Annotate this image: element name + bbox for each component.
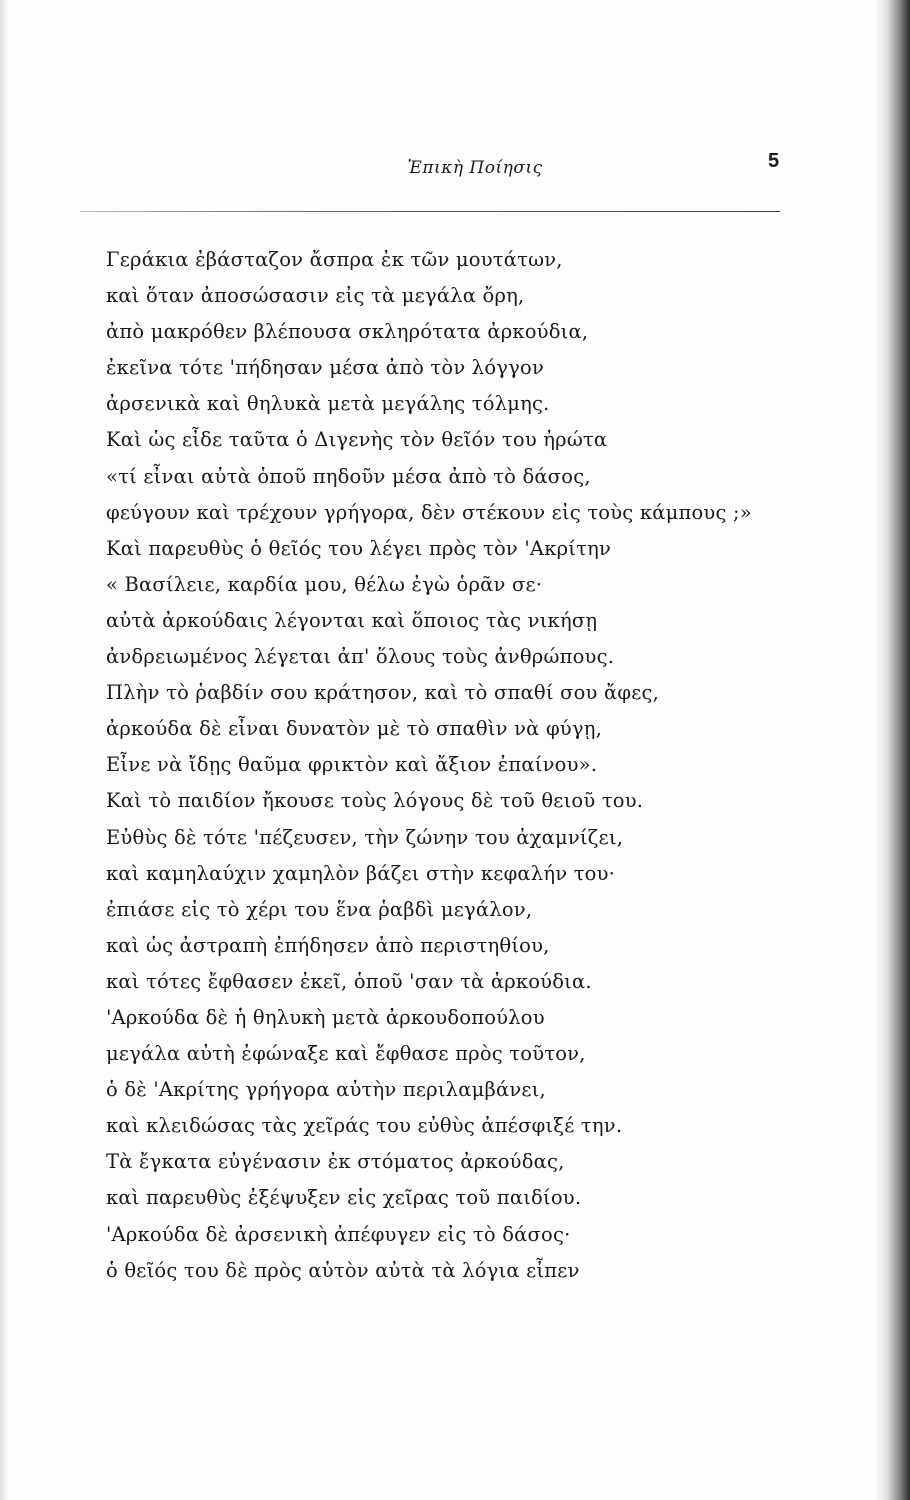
- verse-line: Γεράκια ἐβάσταζον ἄσπρα ἐκ τῶν μουτάτων,: [106, 248, 563, 271]
- verse-line: καὶ καμηλαύχιν χαμηλὸν βάζει στὴν κεφαλήν του·: [106, 861, 616, 885]
- verse-line: καὶ τότες ἔφθασεν ἐκεῖ, ὁποῦ 'σαν τὰ ἀρκούδια.: [106, 969, 592, 993]
- verse-line: Πλὴν τὸ ῥαβδίν σου κράτησον, καὶ τὸ σπαθί σου ἄφες,: [106, 681, 660, 705]
- verse-line: « Βασίλειε, καρδία μου, θέλω ἐγὼ ὁρᾶν σε·: [106, 572, 543, 596]
- page-right-edge-shadow: [874, 0, 910, 1500]
- verse-line: μεγάλα αὐτὴ ἐφώναξε καὶ ἔφθασε πρὸς τοῦτον,: [106, 1042, 586, 1066]
- verse-line: ὁ δὲ 'Ακρίτης γρήγορα αὐτὴν περιλαμβάνει,: [106, 1078, 546, 1102]
- page-number: 5: [768, 150, 780, 172]
- verse-line: Καὶ ὡς εἶδε ταῦτα ὁ Διγενὴς τὸν θεῖόν του ἠρώτα: [106, 428, 608, 452]
- verse-line: καὶ παρευθὺς ἐξέψυξεν εἰς χεῖρας τοῦ παιδίου.: [106, 1186, 582, 1210]
- verse-line: ἐκεῖνα τότε 'πήδησαν μέσα ἀπὸ τὸν λόγγον: [106, 356, 545, 380]
- verse-line: ἀρσενικὰ καὶ θηλυκὰ μετὰ μεγάλης τόλμης.: [106, 392, 550, 416]
- verse-line: «τί εἶναι αὐτὰ ὁποῦ πηδοῦν μέσα ἀπὸ τὸ δάσος,: [106, 464, 591, 488]
- verse-line: φεύγουν καὶ τρέχουν γρήγορα, δὲν στέκουν εἰς τοὺς κάμπους ;»: [106, 500, 752, 524]
- verse-line: αὐτὰ ἀρκούδαις λέγονται καὶ ὅποιος τὰς νικήσῃ: [106, 608, 598, 632]
- verse-line: ἐπιάσε εἰς τὸ χέρι του ἕνα ῥαβδὶ μεγάλον,: [106, 897, 533, 921]
- poem-verses: [106, 242, 786, 1289]
- verse-line: ἀπὸ μακρόθεν βλέπουσα σκληρότατα ἀρκούδια,: [106, 320, 589, 344]
- header-rule-divider: [80, 211, 780, 212]
- verse-line: ἀνδρειωμένος λέγεται ἀπ' ὅλους τοὺς ἀνθρώπους.: [106, 645, 615, 669]
- page-left-edge-shadow: [0, 0, 9, 1500]
- verse-line: ὁ θεῖός του δὲ πρὸς αὐτὸν αὐτὰ τὰ λόγια εἶπεν: [106, 1258, 580, 1282]
- verse-line: ἀρκούδα δὲ εἶναι δυνατὸν μὲ τὸ σπαθὶν νὰ φύγῃ,: [106, 717, 602, 741]
- running-header-title: Ἐπικὴ Ποίησις: [407, 158, 543, 178]
- verse-line: Καὶ παρευθὺς ὁ θεῖός του λέγει πρὸς τὸν 'Ακρίτην: [106, 536, 612, 560]
- verse-line: Εὐθὺς δὲ τότε 'πέζευσεν, τὴν ζώνην του ἀχαμνίζει,: [106, 825, 624, 849]
- verse-line: Τὰ ἔγκατα εὐγένασιν ἐκ στόματος ἀρκούδας,: [106, 1150, 565, 1174]
- verse-line: Εἶνε νὰ ἴδῃς θαῦμα φρικτὸν καὶ ἄξιον ἐπαίνου».: [106, 753, 598, 777]
- verse-line: καὶ κλειδώσας τὰς χεῖράς του εὐθὺς ἀπέσφιξέ την.: [106, 1114, 623, 1138]
- verse-line: Καὶ τὸ παιδίον ἤκουσε τοὺς λόγους δὲ τοῦ θειοῦ του.: [106, 789, 644, 813]
- verse-line: 'Αρκούδα δὲ ἡ θηλυκὴ μετὰ ἀρκουδοπούλου: [106, 1005, 545, 1029]
- verse-line: καὶ ὅταν ἀποσώσασιν εἰς τὰ μεγάλα ὄρη,: [106, 284, 525, 308]
- verse-line: καὶ ὡς ἀστραπὴ ἐπήδησεν ἀπὸ περιστηθίου,: [106, 933, 550, 957]
- verse-line: 'Αρκούδα δὲ ἀρσενικὴ ἀπέφυγεν εἰς τὸ δάσος·: [106, 1222, 571, 1246]
